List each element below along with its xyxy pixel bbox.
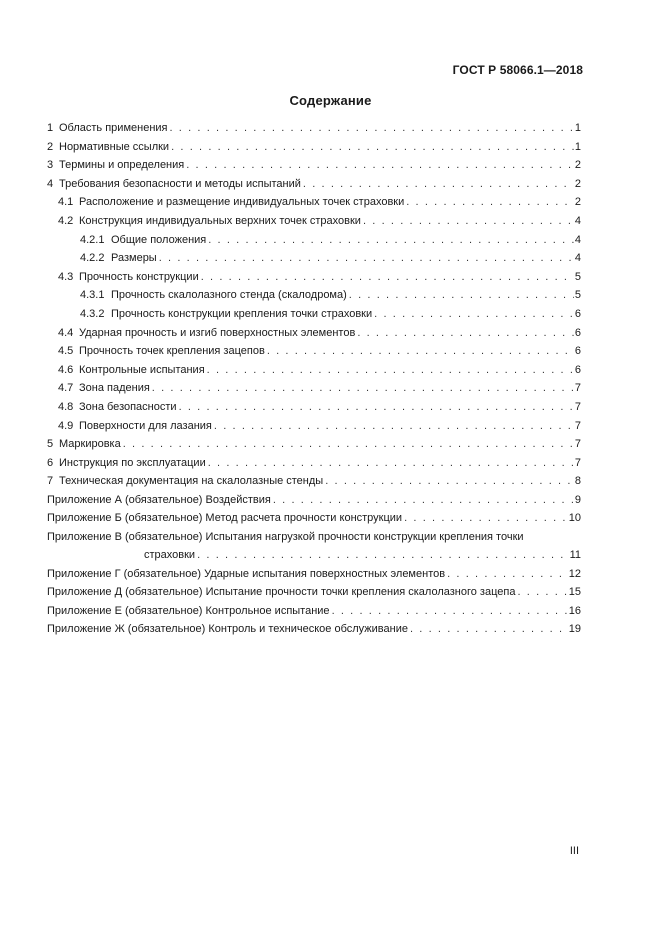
toc-leader-dots xyxy=(363,214,574,228)
toc-entry[interactable] xyxy=(47,121,581,135)
toc-entry-number: 4.1 xyxy=(58,196,74,209)
toc-leader-dots xyxy=(159,251,574,265)
toc-leader-dots xyxy=(207,363,574,377)
toc-entry-page: 5 xyxy=(574,289,581,302)
toc-entry-title: Требования безопасности и методы испытаний xyxy=(59,177,301,190)
toc-appendix-entry[interactable] xyxy=(47,585,581,599)
toc-entry-page: 4 xyxy=(574,214,581,227)
toc-appendix-title: Приложение В (обязательное) Испытания нагрузкой прочности конструкции крепления точки xyxy=(47,531,524,544)
toc-entry-number: 4.3.2 xyxy=(80,307,105,320)
toc-entry-title: Маркировка xyxy=(59,438,121,451)
toc-entry-number: 4.3.1 xyxy=(80,289,105,302)
toc-entry[interactable] xyxy=(47,381,581,395)
toc-leader-dots xyxy=(214,419,574,433)
toc-entry-number: 2 xyxy=(47,140,54,153)
toc-entry-page: 5 xyxy=(574,270,581,283)
toc-entry[interactable] xyxy=(47,456,581,470)
toc-entry[interactable] xyxy=(47,474,581,488)
toc-entry-title: Размеры xyxy=(111,252,157,265)
toc-entry[interactable] xyxy=(47,233,581,247)
toc-entry[interactable] xyxy=(47,344,581,358)
toc-entry-title: Прочность конструкции xyxy=(79,270,199,283)
toc-entry-number: 4.6 xyxy=(58,363,74,376)
toc-leader-dots xyxy=(332,604,568,618)
toc-entry-title: Расположение и размещение индивидуальных точек страховки xyxy=(79,196,405,209)
toc-appendix-entry[interactable] xyxy=(47,604,581,618)
toc-entry-number: 7 xyxy=(47,475,54,488)
toc-entry-page: 1 xyxy=(574,140,581,153)
toc-leader-dots xyxy=(170,121,574,135)
toc-leader-dots xyxy=(404,511,568,525)
toc-leader-dots xyxy=(179,400,574,414)
toc-entry-page: 19 xyxy=(568,623,581,636)
toc-entry-title: Ударная прочность и изгиб поверхностных элементов xyxy=(79,326,356,339)
toc-entry-page: 4 xyxy=(574,252,581,265)
toc-leader-dots xyxy=(152,381,574,395)
toc-appendix-title-cont: страховки xyxy=(144,549,196,562)
toc-entry-page: 11 xyxy=(569,549,581,562)
toc-entry-page: 8 xyxy=(574,475,581,488)
toc-leader-dots xyxy=(357,326,574,340)
toc-entry-number: 4.2.2 xyxy=(80,252,105,265)
toc-entry-number: 4.7 xyxy=(58,382,74,395)
toc-entry[interactable] xyxy=(47,363,581,377)
toc-title: Содержание xyxy=(289,93,372,108)
toc-appendix-entry[interactable] xyxy=(47,511,581,525)
toc-entry-title: Область применения xyxy=(59,122,168,134)
toc-appendix-title: Приложение Ж (обязательное) Контроль и техническое обслуживание xyxy=(47,623,408,636)
toc-leader-dots xyxy=(406,195,574,209)
toc-entry-page: 10 xyxy=(568,512,581,525)
toc-entry-title: Зона безопасности xyxy=(79,400,177,413)
toc-entry-page: 2 xyxy=(574,159,581,172)
table-of-contents xyxy=(47,121,581,641)
toc-entry-title: Нормативные ссылки xyxy=(59,140,170,153)
toc-entry-title: Поверхности для лазания xyxy=(79,419,212,432)
toc-entry[interactable] xyxy=(47,270,581,284)
toc-appendix-title: Приложение Д (обязательное) Испытание прочности точки крепления скалолазного зацепа xyxy=(47,586,516,599)
toc-entry-title: Техническая документация на скалолазные стенды xyxy=(59,475,324,488)
toc-entry-page: 15 xyxy=(568,586,581,599)
toc-entry[interactable] xyxy=(47,288,581,302)
toc-leader-dots xyxy=(201,270,574,284)
toc-leader-dots xyxy=(123,437,574,451)
toc-entry-page: 7 xyxy=(574,456,581,469)
toc-entry[interactable] xyxy=(47,177,581,191)
toc-entry-number: 4.8 xyxy=(58,400,74,413)
toc-entry[interactable] xyxy=(47,400,581,414)
toc-leader-dots xyxy=(208,456,574,470)
toc-entry[interactable] xyxy=(47,419,581,433)
toc-entry-number: 4.3 xyxy=(58,270,74,283)
toc-entry-title: Инструкция по эксплуатации xyxy=(59,456,206,469)
toc-entry-page: 2 xyxy=(574,196,581,209)
toc-appendix-title: Приложение Б (обязательное) Метод расчета прочности конструкции xyxy=(47,512,403,525)
toc-entry-number: 1 xyxy=(47,122,54,134)
toc-appendix-entry[interactable] xyxy=(47,530,581,562)
toc-entry-page: 16 xyxy=(568,604,581,617)
toc-entry-number: 4.5 xyxy=(58,345,74,358)
toc-entry[interactable] xyxy=(47,195,581,209)
toc-leader-dots xyxy=(303,177,574,191)
toc-entry-page: 12 xyxy=(568,567,581,580)
toc-entry-number: 3 xyxy=(47,159,54,172)
toc-leader-dots xyxy=(410,622,568,636)
toc-appendix-title: Приложение А (обязательное) Воздействия xyxy=(47,493,271,506)
toc-entry-page: 6 xyxy=(574,345,581,358)
toc-entry-page: 1 xyxy=(574,122,581,134)
toc-appendix-entry[interactable] xyxy=(47,567,581,581)
toc-leader-dots xyxy=(273,493,574,507)
toc-leader-dots xyxy=(325,474,574,488)
toc-entry-number: 6 xyxy=(47,456,54,469)
toc-leader-dots xyxy=(349,288,574,302)
toc-entry-title: Контрольные испытания xyxy=(79,363,205,376)
toc-leader-dots xyxy=(267,344,574,358)
toc-entry-number: 4.2 xyxy=(58,214,74,227)
toc-entry-number: 5 xyxy=(47,438,54,451)
toc-entry-page: 4 xyxy=(574,233,581,246)
toc-entry-page: 7 xyxy=(574,382,581,395)
toc-leader-dots xyxy=(517,585,567,599)
toc-entry-page: 7 xyxy=(574,400,581,413)
toc-entry-page: 6 xyxy=(574,363,581,376)
toc-entry-number: 4.9 xyxy=(58,419,74,432)
toc-entry[interactable] xyxy=(47,251,581,265)
toc-entry[interactable] xyxy=(47,326,581,340)
toc-entry-title: Конструкция индивидуальных верхних точек страховки xyxy=(79,214,361,227)
toc-leader-dots xyxy=(171,140,574,154)
toc-appendix-continuation xyxy=(47,548,581,562)
toc-entry-title: Термины и определения xyxy=(59,159,185,172)
toc-appendix-title: Приложение Г (обязательное) Ударные испытания поверхностных элементов xyxy=(47,567,446,580)
toc-entry-page: 2 xyxy=(574,177,581,190)
toc-entry-page: 7 xyxy=(574,419,581,432)
toc-appendix-title: Приложение Е (обязательное) Контрольное испытание xyxy=(47,604,330,617)
toc-entry-title: Прочность точек крепления зацепов xyxy=(79,345,265,358)
toc-leader-dots xyxy=(197,548,569,562)
toc-entry[interactable] xyxy=(47,307,581,321)
toc-entry[interactable] xyxy=(47,140,581,154)
toc-appendix-entry[interactable] xyxy=(47,493,581,507)
toc-entry[interactable] xyxy=(47,158,581,172)
toc-leader-dots xyxy=(208,233,574,247)
toc-entry-page: 9 xyxy=(574,493,581,506)
toc-entry[interactable] xyxy=(47,214,581,228)
toc-entry-number: 4.2.1 xyxy=(80,233,105,246)
page-number: III xyxy=(569,845,579,857)
toc-leader-dots xyxy=(374,307,574,321)
toc-entry-page: 6 xyxy=(574,307,581,320)
toc-entry-title: Зона падения xyxy=(79,382,150,395)
toc-entry-number: 4.4 xyxy=(58,326,74,339)
toc-entry[interactable] xyxy=(47,437,581,451)
toc-entry-title: Общие положения xyxy=(111,233,207,246)
toc-entry-title: Прочность скалолазного стенда (скалодрома) xyxy=(111,289,347,302)
toc-leader-dots xyxy=(186,158,574,172)
document-code: ГОСТ Р 58066.1—2018 xyxy=(452,63,583,77)
toc-entry-number: 4 xyxy=(47,177,54,190)
toc-entry-page: 7 xyxy=(574,438,581,451)
toc-entry-page: 6 xyxy=(574,326,581,339)
toc-leader-dots xyxy=(447,567,568,581)
toc-entry-title: Прочность конструкции крепления точки страховки xyxy=(111,307,373,320)
toc-appendix-entry[interactable] xyxy=(47,622,581,636)
